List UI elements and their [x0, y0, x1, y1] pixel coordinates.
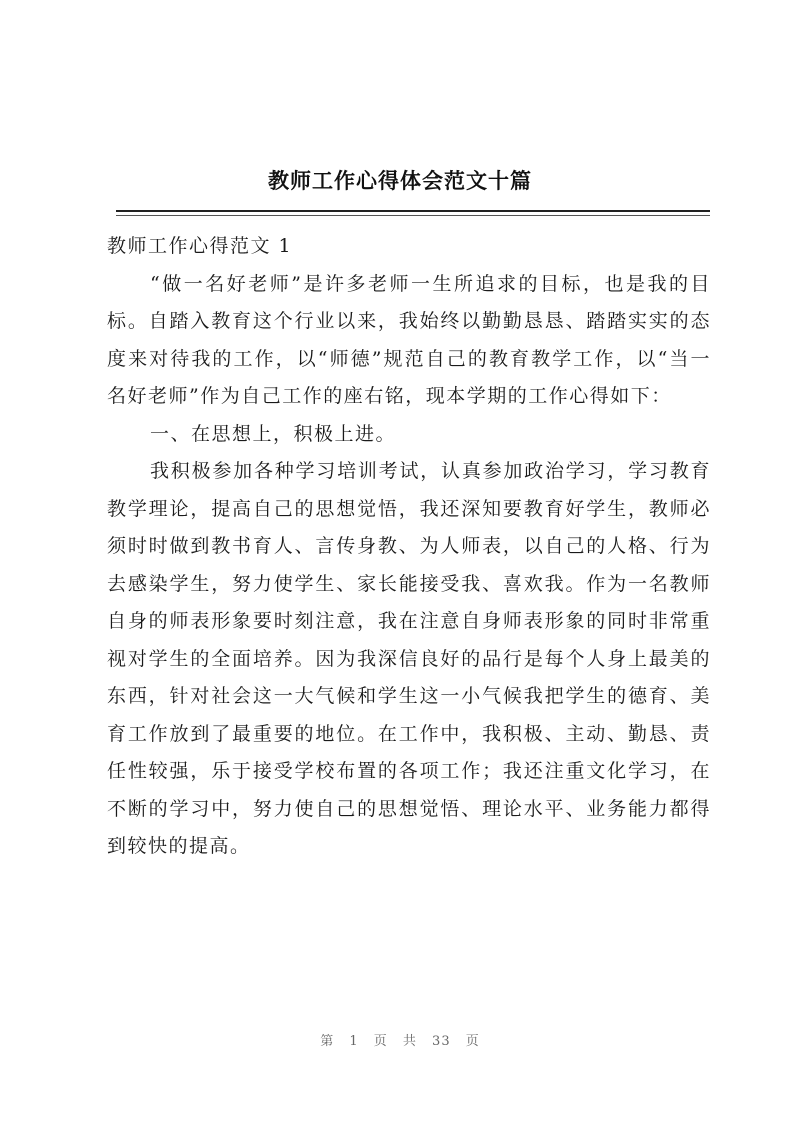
page-footer: 第 1 页 共 33 页 [320, 1034, 480, 1049]
section-heading: 教师工作心得范文 1 [107, 235, 293, 257]
paragraph-intro: “做一名好老师”是许多老师一生所追求的目标，也是我的目标。自踏入教育这个行业以来，我始终以勤勤恳恳、踏踏实实的态度来对待我的工作，以“师德”规范自己的教育教学工作，以“当一名好老师”作为自己工作的座右铭，现本学期的工作心得如下： [107, 272, 711, 407]
title-divider-thin [116, 215, 710, 216]
document-body [107, 228, 711, 866]
paragraph-subheading-1: 一、在思想上，积极上进。 [150, 422, 397, 445]
paragraph-body-1: 我积极参加各种学习培训考试，认真参加政治学习，学习教育教学理论，提高自己的思想觉悟，我还深知要教育好学生，教师必须时时做到教书育人、言传身教、为人师表，以自己的人格、行为去感染学生，努力使学生、家长能接受我、喜欢我。作为一名教师自身的师表形象要时刻注意，我在注意自身师表形象的同时非常重视对学生的全面培养。因为我深信良好的品行是每个人身上最美的东西，针对社会这一大气候和学生这一小气候我把学生的德育、美育工作放到了最重要的地位。在工作中，我积极、主动、勤恳、责任性较强，乐于接受学校布置的各项工作；我还注重文化学习，在不断的学习中，努力使自己的思想觉悟、理论水平、业务能力都得到较快的提高。 [107, 460, 711, 857]
document-title: 教师工作心得体会范文十篇 [268, 168, 532, 193]
title-divider-thick [116, 210, 710, 212]
